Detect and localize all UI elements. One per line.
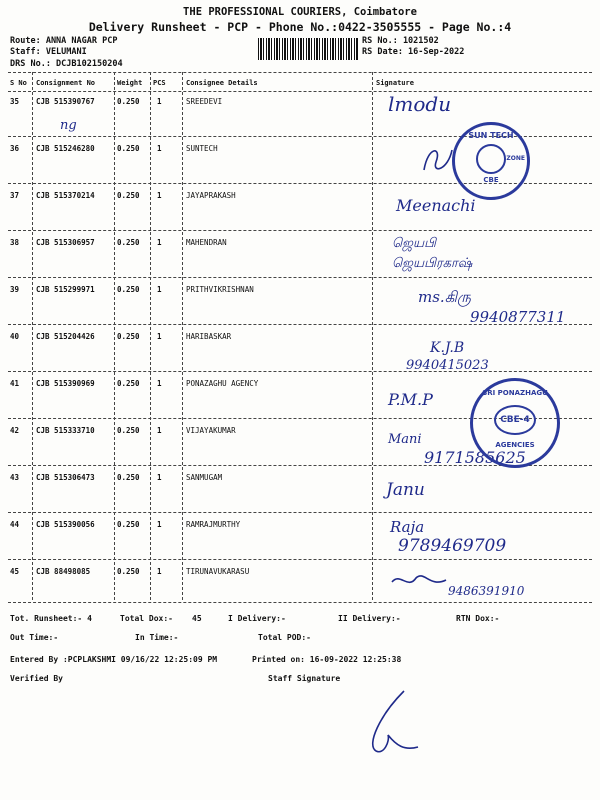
row-pcs: 1: [157, 332, 162, 341]
row-pcs: 1: [157, 97, 162, 106]
signature-prithvikrishnan: ms.கிரு: [418, 288, 471, 306]
row-sno: 41: [10, 379, 20, 388]
row-consignee: SREEDEVI: [186, 97, 223, 106]
entered-by: Entered By :PCPLAKSHMI 09/16/22 12:25:09 PM: [10, 655, 218, 664]
row-divider: [8, 277, 592, 278]
row-weight: 0.250: [117, 520, 140, 529]
total-dox-label: Total Dox:-: [120, 614, 173, 623]
out-time: Out Time:-: [10, 633, 59, 642]
row-pcs: 1: [157, 426, 162, 435]
row-consignment-no: CJB 515370214: [36, 191, 95, 200]
row-consignment-no: CJB 88498085: [36, 567, 91, 576]
row-weight: 0.250: [117, 332, 140, 341]
tot-runsheet: Tot. Runsheet:- 4: [10, 614, 92, 623]
row-sno: 43: [10, 473, 20, 482]
row-consignment-no: CJB 515333710: [36, 426, 95, 435]
row-sno: 36: [10, 144, 20, 153]
signature-ramrajmurthy-phone: 9789469709: [398, 536, 507, 556]
stamp-text: CBE: [483, 176, 499, 184]
row-consignment-no: CJB 515390056: [36, 520, 95, 529]
row-divider: [8, 559, 592, 560]
row-consignee: HARIBASKAR: [186, 332, 232, 341]
row-consignee: SUNTECH: [186, 144, 218, 153]
signature-haribaskar: K.J.B: [430, 340, 465, 356]
stamp-text: CBE-4: [494, 405, 536, 435]
signature-ramrajmurthy: Raja: [390, 518, 425, 536]
row-consignee: SANMUGAM: [186, 473, 223, 482]
row-consignee: PRITHVIKRISHNAN: [186, 285, 254, 294]
row-divider: [8, 371, 592, 372]
row-sno: 45: [10, 567, 20, 576]
stamp-text: SUN TECH: [468, 131, 514, 140]
row-weight: 0.250: [117, 191, 140, 200]
col-header-consignee: Consignee Details: [186, 79, 258, 87]
row-pcs: 1: [157, 191, 162, 200]
i-delivery: I Delivery:-: [228, 614, 286, 623]
suntech-stamp: [452, 122, 530, 200]
signature-sreedevi: lmodu: [388, 92, 452, 116]
col-header-pcs: PCS: [153, 79, 166, 87]
rs-number: RS No.: 1021502: [362, 36, 439, 46]
col-divider: [32, 72, 33, 600]
runsheet-subtitle: Delivery Runsheet - PCP - Phone No.:0422-3505555 - Page No.:4: [88, 20, 512, 34]
signature-jayaprakash: Meenachi: [396, 196, 476, 215]
row-sno: 44: [10, 520, 20, 529]
signature-mahendran-1: ஜெயபி: [392, 236, 436, 251]
globe-icon: [476, 144, 506, 174]
rs-date: RS Date: 16-Sep-2022: [362, 47, 465, 57]
row-sno: 39: [10, 285, 20, 294]
row-consignment-no: CJB 515204426: [36, 332, 95, 341]
row-sno: 40: [10, 332, 20, 341]
col-header-sno: S No: [10, 79, 27, 87]
row-consignee: TIRUNAVUKARASU: [186, 567, 250, 576]
row-consignee: PONAZAGHU AGENCY: [186, 379, 259, 388]
row-pcs: 1: [157, 473, 162, 482]
signature-prithvikrishnan-phone: 9940877311: [470, 308, 566, 326]
row-consignment-no: CJB 515246280: [36, 144, 95, 153]
row-pcs: 1: [157, 238, 162, 247]
staff-signature-label: Staff Signature: [268, 674, 341, 683]
company-title: THE PROFESSIONAL COURIERS, Coimbatore: [183, 6, 417, 18]
signature-tirunavukarasu: [390, 570, 450, 592]
staff-label: Staff: VELUMANI: [10, 47, 87, 57]
total-pod: Total POD:-: [258, 633, 311, 642]
row-consignment-no: CJB 515390969: [36, 379, 95, 388]
col-divider: [372, 72, 373, 600]
row-consignment-no: CJB 515306957: [36, 238, 95, 247]
signature-ponazaghu: P.M.P: [388, 390, 433, 409]
header-divider-bottom: [8, 91, 592, 92]
row-pcs: 1: [157, 285, 162, 294]
stamp-text: ZONE: [506, 155, 525, 162]
row-weight: 0.250: [117, 238, 140, 247]
signature-haribaskar-phone: 9940415023: [406, 358, 489, 373]
row-consignee: MAHENDRAN: [186, 238, 227, 247]
row-weight: 0.250: [117, 97, 140, 106]
row-pcs: 1: [157, 567, 162, 576]
printed-on: Printed on: 16-09-2022 12:25:38: [252, 655, 402, 664]
table-bottom-divider: [8, 602, 592, 603]
row-weight: 0.250: [117, 567, 140, 576]
row-consignment-no: CJB 515306473: [36, 473, 95, 482]
row-sno: 38: [10, 238, 20, 247]
col-header-consignment: Consignment No: [36, 79, 96, 87]
signature-sanmugam: Janu: [386, 480, 425, 500]
row-consignee: VIJAYAKUMAR: [186, 426, 236, 435]
stamp-text: AGENCIES: [495, 441, 535, 449]
row-weight: 0.250: [117, 379, 140, 388]
signature-mahendran-2: ஜெயபிரகாஷ்: [392, 256, 473, 271]
stamp-text: SRI PONAZHAGU: [482, 389, 548, 397]
row-consignment-no: CJB 515299971: [36, 285, 95, 294]
signature-tirunavukarasu-phone: 9486391910: [448, 584, 525, 598]
row-weight: 0.250: [117, 426, 140, 435]
row-consignment-no: CJB 515390767: [36, 97, 95, 106]
row-consignee: RAMRAJMURTHY: [186, 520, 241, 529]
verified-by: Verified By: [10, 674, 63, 683]
row-pcs: 1: [157, 379, 162, 388]
row-sno: 35: [10, 97, 20, 106]
signature-vijayakumar: Mani: [388, 432, 422, 447]
row-divider: [8, 230, 592, 231]
col-divider: [114, 72, 115, 600]
col-header-weight: Weight: [117, 79, 143, 87]
row-weight: 0.250: [117, 285, 140, 294]
route-label: Route: ANNA NAGAR PCP: [10, 36, 118, 46]
in-time: In Time:-: [135, 633, 179, 642]
rtn-dox: RTN Dox:-: [456, 614, 500, 623]
barcode: [258, 38, 358, 60]
row-weight: 0.250: [117, 473, 140, 482]
drs-number: DRS No.: DCJB102150204: [10, 59, 123, 69]
ponazhagu-stamp: [470, 378, 560, 468]
signature-vijayakumar-phone: 9171585625: [424, 448, 526, 467]
header-divider-top: [8, 72, 592, 73]
ii-delivery: II Delivery:-: [338, 614, 401, 623]
row-consignee: JAYAPRAKASH: [186, 191, 236, 200]
row-weight: 0.250: [117, 144, 140, 153]
total-dox-value: 45: [192, 614, 202, 623]
signature-sreedevi-initials: ng: [60, 118, 77, 133]
row-pcs: 1: [157, 520, 162, 529]
row-sno: 42: [10, 426, 20, 435]
col-divider: [150, 72, 151, 600]
row-pcs: 1: [157, 144, 162, 153]
row-divider: [8, 512, 592, 513]
row-sno: 37: [10, 191, 20, 200]
staff-signature-scrawl: [360, 685, 430, 765]
col-header-signature: Signature: [376, 79, 414, 87]
col-divider: [182, 72, 183, 600]
